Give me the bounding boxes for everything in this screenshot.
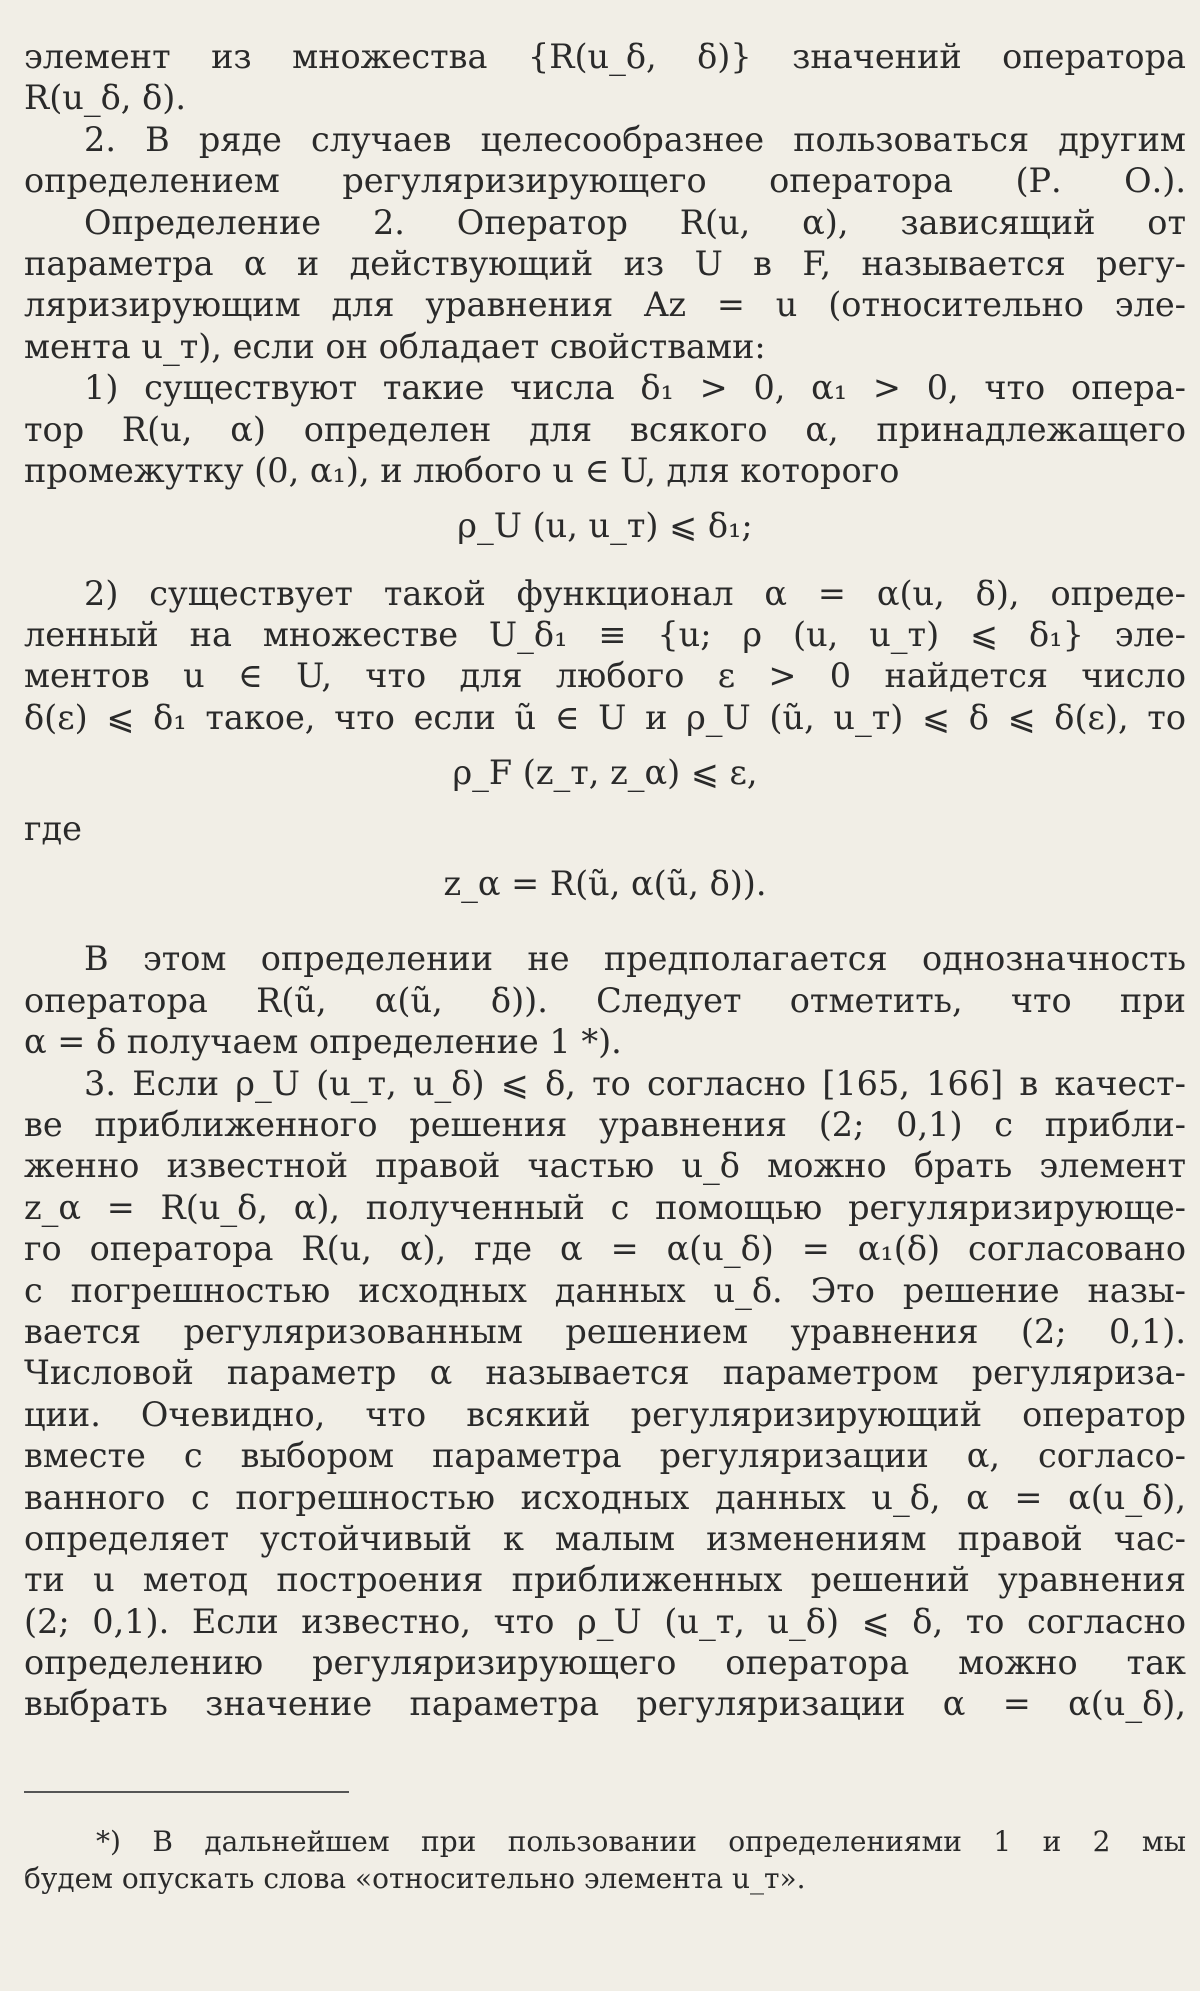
paragraph-3-start: 3. Если ρ_U (u_т, u_δ) ⩽ δ, то согласно [165, 166] в качест- bbox=[84, 1063, 1186, 1103]
property-2-start: 2) существует такой функционал α = α(u, δ), опреде- bbox=[84, 573, 1186, 613]
text-line: R(u_δ, δ). bbox=[24, 78, 186, 118]
text-line: с погрешностью исходных данных u_δ. Это решение назы- bbox=[24, 1270, 1186, 1310]
text-line: α = δ получаем определение 1 *). bbox=[24, 1022, 622, 1062]
text-line: (2; 0,1). Если известно, что ρ_U (u_т, u_δ) ⩽ δ, то согласно bbox=[24, 1601, 1186, 1641]
text-line: параметра α и действующий из U в F, называется регу- bbox=[24, 243, 1186, 283]
text-line-where: где bbox=[24, 808, 83, 848]
text-line: ментов u ∈ U, что для любого ε > 0 найдется число bbox=[24, 656, 1186, 696]
formula-condition-2: ρ_F (z_т, z_α) ⩽ ε, bbox=[452, 753, 758, 793]
text-line: определяет устойчивый к малым изменениям правой час- bbox=[24, 1518, 1186, 1558]
definition-2-heading: Определение 2. Оператор R(u, α), зависящий от bbox=[84, 202, 1186, 242]
text-line: Числовой параметр α называется параметром регуляриза- bbox=[24, 1353, 1186, 1393]
text-line: ванного с погрешностью исходных данных u_δ, α = α(u_δ), bbox=[24, 1477, 1186, 1517]
property-1-start: 1) существуют такие числа δ₁ > 0, α₁ > 0, что опера- bbox=[84, 368, 1186, 408]
text-line: ляризирующим для уравнения Az = u (относительно эле- bbox=[24, 285, 1186, 325]
text-line: ве приближенного решения уравнения (2; 0,1) с прибли- bbox=[24, 1104, 1186, 1144]
text-line: z_α = R(u_δ, α), полученный с помощью регуляризирующе- bbox=[24, 1187, 1186, 1227]
text-line: оператора R(ũ, α(ũ, δ)). Следует отметить, что при bbox=[24, 980, 1186, 1020]
text-line: мента u_т), если он обладает свойствами: bbox=[24, 326, 766, 366]
formula-z-alpha: z_α = R(ũ, α(ũ, δ)). bbox=[443, 864, 767, 904]
text-line: промежутку (0, α₁), и любого u ∈ U, для которого bbox=[24, 450, 900, 490]
text-line: го оператора R(u, α), где α = α(u_δ) = α₁(δ) согласовано bbox=[24, 1229, 1186, 1269]
text-line: вается регуляризованным решением уравнения (2; 0,1). bbox=[24, 1311, 1186, 1351]
text-line: определению регуляризирующего оператора можно так bbox=[24, 1643, 1186, 1683]
text-line: определением регуляризирующего оператора (Р. О.). bbox=[24, 161, 1186, 201]
text-line: тор R(u, α) определен для всякого α, принадлежащего bbox=[24, 409, 1186, 449]
footnote-line: будем опускать слова «относительно элемента u_т». bbox=[24, 1861, 806, 1895]
formula-condition-1: ρ_U (u, u_т) ⩽ δ₁; bbox=[457, 506, 753, 546]
paragraph-2-start: 2. В ряде случаев целесообразнее пользоваться другим bbox=[84, 119, 1186, 159]
text-line: вместе с выбором параметра регуляризации α, согласо- bbox=[24, 1436, 1186, 1476]
paragraph-remark-start: В этом определении не предполагается однозначность bbox=[84, 939, 1186, 979]
footnote-line: *) В дальнейшем при пользовании определениями 1 и 2 мы bbox=[96, 1824, 1186, 1858]
text-line: женно известной правой частью u_δ можно брать элемент bbox=[24, 1146, 1186, 1186]
text-line: элемент из множества {R(u_δ, δ)} значений оператора bbox=[24, 37, 1186, 76]
text-line: выбрать значение параметра регуляризации α = α(u_δ), bbox=[24, 1684, 1186, 1724]
footnote-divider bbox=[24, 1791, 349, 1793]
text-line: ленный на множестве U_δ₁ ≡ {u; ρ (u, u_т) ⩽ δ₁} эле- bbox=[24, 615, 1186, 655]
text-line: ции. Очевидно, что всякий регуляризирующий оператор bbox=[24, 1394, 1186, 1434]
text-line: δ(ε) ⩽ δ₁ такое, что если ũ ∈ U и ρ_U (ũ, u_т) ⩽ δ ⩽ δ(ε), то bbox=[24, 697, 1186, 737]
text-line: ти u метод построения приближенных решений уравнения bbox=[24, 1560, 1186, 1600]
